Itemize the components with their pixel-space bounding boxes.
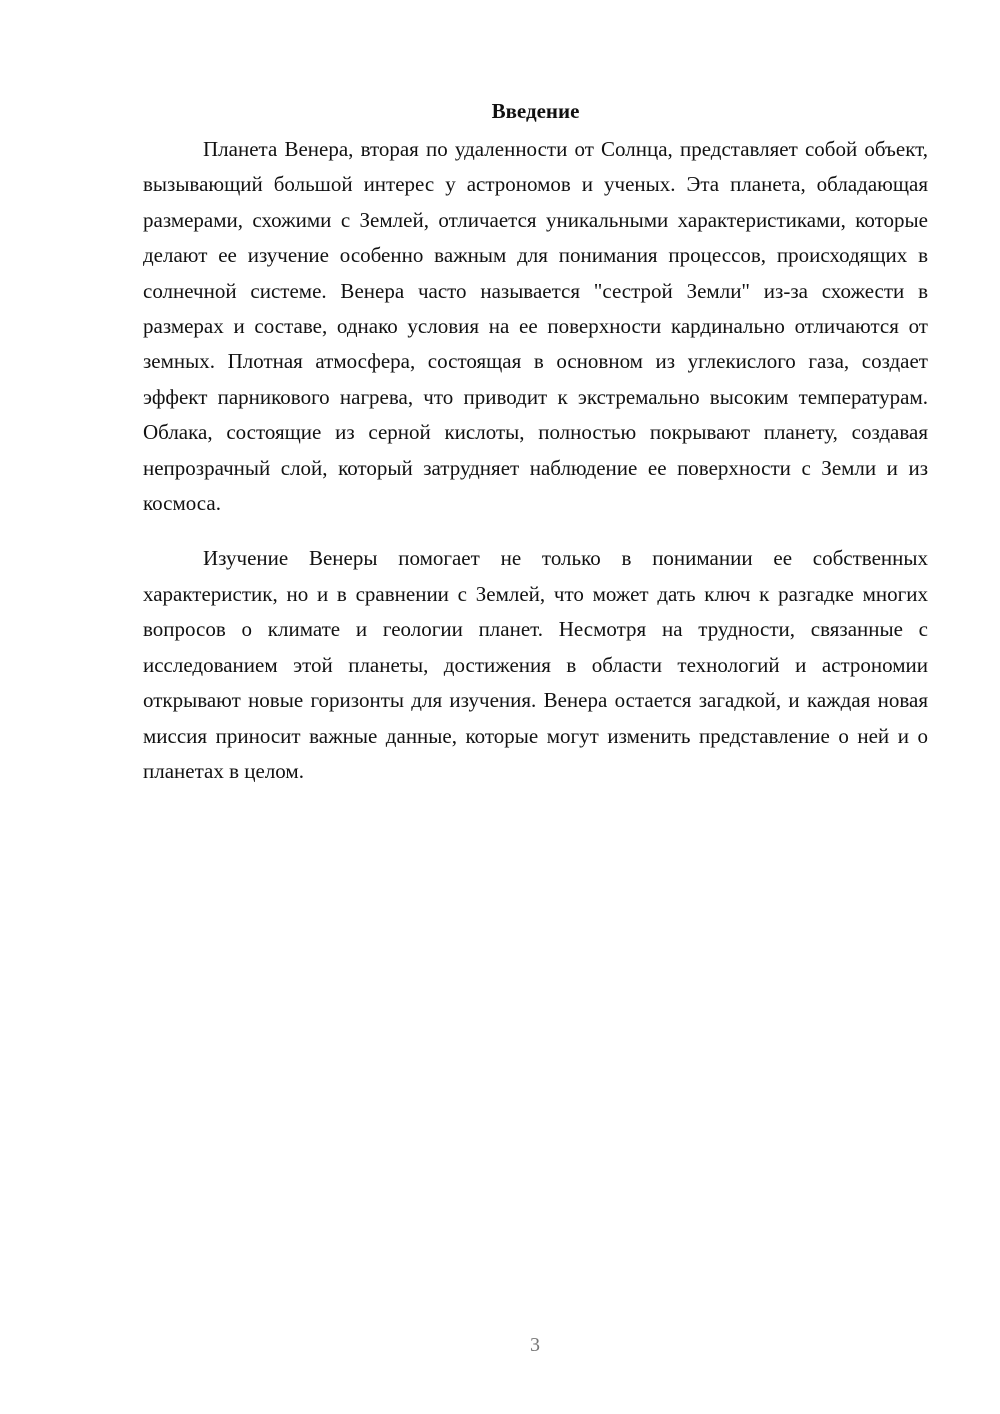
paragraph-2: Изучение Венеры помогает не только в понимании ее собственных характеристик, но и в сравнении с Землей, что может дать ключ к разгадке многих вопросов о климате и геологии планет. Несмотря на трудности, связанные с исследованием этой планеты, достижения в области технологий и астрономии открывают новые горизонты для изучения. Венера остается загадкой, и каждая новая миссия приносит важные данные, которые могут изменить представление о ней и о планетах в целом. bbox=[143, 546, 928, 783]
page-number: 3 bbox=[530, 1334, 540, 1356]
paragraph-1: Планета Венера, вторая по удаленности от Солнца, представляет собой объект, вызывающий большой интерес у астрономов и ученых. Эта планета, обладающая размерами, схожими с Землей, отличается уникальными характеристиками, которые делают ее изучение особенно важным для понимания процессов, происходящих в солнечной системе. Венера часто называется "сестрой Земли" из-за схожести в размерах и составе, однако условия на ее поверхности кардинально отличаются от земных. Плотная атмосфера, состоящая в основном из углекислого газа, создает эффект парникового нагрева, что приводит к экстремально высоким температурам. Облака, состоящие из серной кислоты, полностью покрывают планету, создавая непрозрачный слой, который затрудняет наблюдение ее поверхности с Земли и из космоса. bbox=[143, 137, 928, 516]
page-content bbox=[143, 96, 928, 789]
section-title: Введение bbox=[491, 99, 580, 123]
